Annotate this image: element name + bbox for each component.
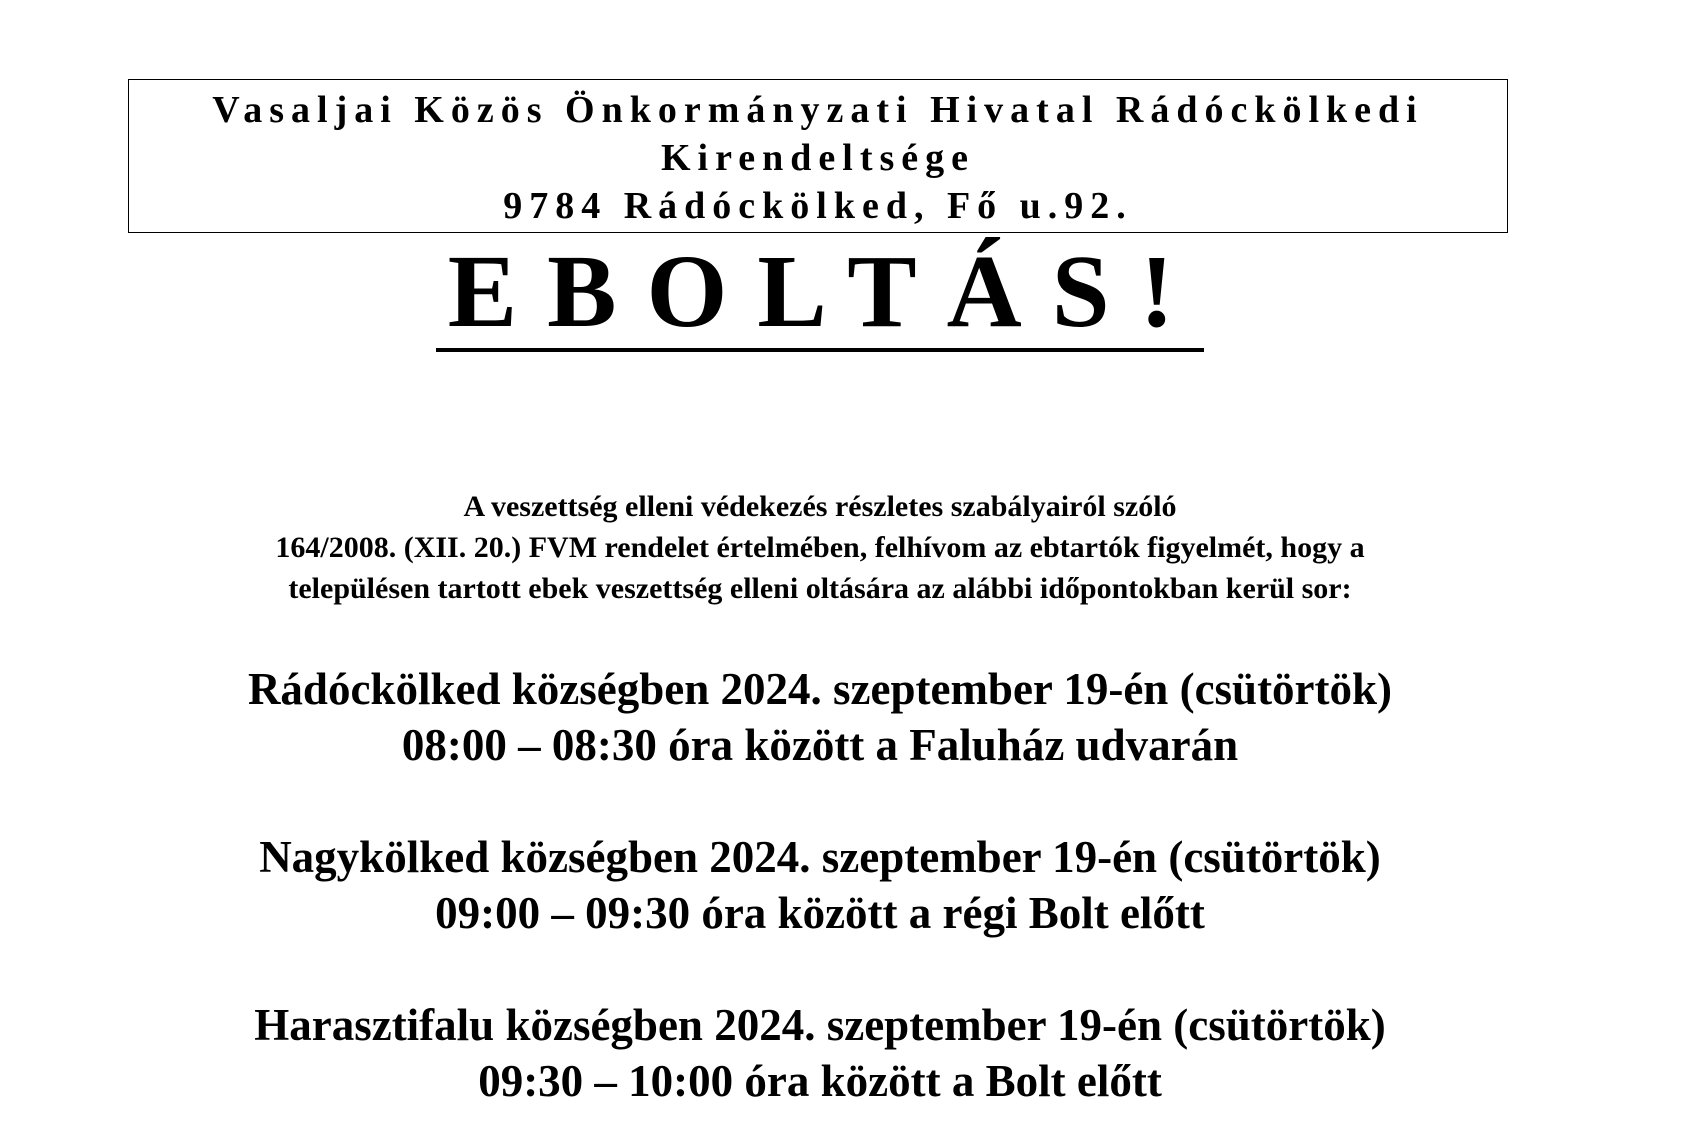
schedule-entry-harasztifalu (0, 997, 1640, 1109)
office-name-line: Vasaljai Közös Önkormányzati Hivatal Rádóckölkedi (212, 89, 1424, 131)
intro-paragraph (0, 486, 1640, 609)
office-address-line: 9784 Rádóckölked, Fő u.92. (503, 185, 1133, 227)
schedule-date-line: Nagykölked községben 2024. szeptember 19-én (csütörtök) (259, 832, 1381, 882)
page-title-wrap (0, 236, 1640, 352)
page-title: EBOLTÁS! (436, 236, 1204, 352)
intro-line-3: településen tartott ebek veszettség elleni oltására az alábbi időpontokban kerül sor: (288, 572, 1352, 605)
schedule-time-line: 09:30 – 10:00 óra között a Bolt előtt (478, 1056, 1162, 1106)
office-branch-line: Kirendeltsége (660, 137, 976, 179)
intro-line-1: A veszettség elleni védekezés részletes szabályairól szóló (463, 490, 1177, 523)
schedule-date-line: Rádóckölked községben 2024. szeptember 19-én (csütörtök) (247, 664, 1393, 714)
schedule-entry-nagykolked (0, 829, 1640, 941)
schedule-time-line: 08:00 – 08:30 óra között a Faluház udvarán (401, 720, 1239, 770)
schedule-entry-radockolked (0, 661, 1640, 773)
office-header-box (128, 79, 1508, 233)
schedule-date-line: Harasztifalu községben 2024. szeptember 19-én (csütörtök) (254, 1000, 1386, 1050)
intro-line-2: 164/2008. (XII. 20.) FVM rendelet értelmében, felhívom az ebtartók figyelmét, hogy a (275, 531, 1365, 564)
schedule-time-line: 09:00 – 09:30 óra között a régi Bolt előtt (435, 888, 1205, 938)
